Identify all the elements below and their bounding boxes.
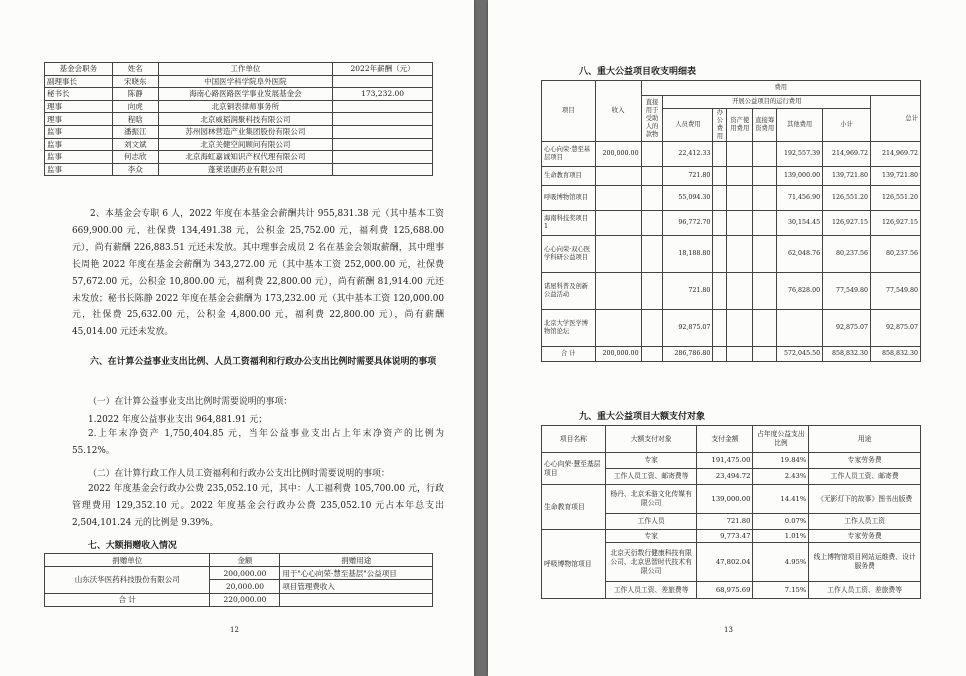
project-cell: 呼吸博物馆项目 <box>542 530 606 599</box>
header-cell: 人员费用 <box>663 109 713 142</box>
total-label: 合 计 <box>45 593 210 606</box>
cell: 80,237.56 <box>871 236 921 273</box>
cell: 蓬莱诺康药业有限公司 <box>158 163 332 176</box>
table-row <box>542 273 921 310</box>
cell <box>753 142 777 167</box>
header-cell: 大额支付对象 <box>605 426 697 453</box>
cell: 潘振江 <box>112 125 158 138</box>
cell: 李众 <box>112 163 158 176</box>
cell <box>753 310 777 347</box>
cell: 北京天衍数行健康科技有限公司、北京思智时代技术有限公司 <box>605 543 697 582</box>
cell <box>333 113 433 126</box>
cell: 191,475.00 <box>697 453 753 469</box>
cell: 监事 <box>45 151 113 164</box>
section-6-title: 六、在计算公益事业支出比例、人员工资福利和行政办公支出比例时需要具体说明的事项 <box>90 357 437 367</box>
cell <box>641 347 663 362</box>
cell: 4.95% <box>753 543 809 582</box>
cell: 诺屋科普及创新公益活动 <box>542 273 596 310</box>
header-cell: 直接筹资费用 <box>753 109 777 142</box>
cell: 721.80 <box>663 167 713 186</box>
table-row <box>45 125 433 138</box>
table-total-row <box>542 347 921 362</box>
header-cell: 金额 <box>210 554 280 567</box>
table-row <box>45 100 433 113</box>
section-6-item-2: 2.上年末净资产 1,750,404.85 元，当年公益事业支出占上年末净资产的比例为 55.12%。 <box>72 429 444 456</box>
cell: 200,000.00 <box>210 567 280 580</box>
header-cell: 直接用于受助人的款物 <box>641 96 663 142</box>
cell: 海南科技奖项目 1 <box>542 211 596 236</box>
header-cell: 用途 <box>809 426 921 453</box>
cell: 心心向荣·双心医学科研公益项目 <box>542 236 596 273</box>
section-6-item-1: 1.2022 年度公益事业支出 964,881.91 元； <box>88 415 268 425</box>
table-row <box>45 75 433 88</box>
cell <box>595 186 641 211</box>
table-total-row <box>45 593 433 606</box>
cell: 572,045.50 <box>777 347 823 362</box>
cell <box>727 167 753 186</box>
cell: 专家劳务费 <box>809 453 921 469</box>
cell <box>727 310 753 347</box>
cell: 126,927.15 <box>823 211 871 236</box>
project-expense-table <box>541 80 921 362</box>
cell: 工作人员工资、邮寄费 <box>809 469 921 485</box>
cell <box>333 75 433 88</box>
table-row <box>542 186 921 211</box>
cell: 监事 <box>45 125 113 138</box>
table-header-row <box>45 554 433 567</box>
cell <box>333 125 433 138</box>
header-cell: 姓名 <box>112 63 158 76</box>
header-cell: 项目名称 <box>542 426 606 453</box>
cell: 北京海虹嘉诚知识产权代理有限公司 <box>158 151 332 164</box>
cell: 北京关健空间顾问有限公司 <box>158 138 332 151</box>
cell: 理事 <box>45 113 113 126</box>
cell <box>753 186 777 211</box>
cell: 工作人员工资、邮寄费等 <box>605 469 697 485</box>
cell: 22,412.33 <box>663 142 713 167</box>
table-row <box>542 167 921 186</box>
cell: 71,456.90 <box>777 186 823 211</box>
cell: 68,975.69 <box>697 582 753 599</box>
cell <box>641 273 663 310</box>
cell <box>641 186 663 211</box>
cell: 《无影灯下的故事》图书出版费 <box>809 485 921 514</box>
cell: 126,927.15 <box>871 211 921 236</box>
page-number: 12 <box>230 626 239 634</box>
cell: 专家 <box>605 453 697 469</box>
cell <box>333 151 433 164</box>
council-salary-table <box>44 62 433 176</box>
large-payment-table <box>541 425 921 599</box>
cell: 139,721.80 <box>871 167 921 186</box>
header-cell: 支付金额 <box>697 426 753 453</box>
cell <box>595 211 641 236</box>
cell <box>727 142 753 167</box>
cell <box>713 347 727 362</box>
total-label: 合 计 <box>542 347 596 362</box>
cell: 18,188.80 <box>663 236 713 273</box>
section-7-title: 七、大额捐赠收入情况 <box>88 541 177 551</box>
cell: 9,773.47 <box>697 530 753 543</box>
cell: 北京威韬润聚科技有限公司 <box>158 113 332 126</box>
cell: 工作人员 <box>605 514 697 530</box>
cell <box>333 100 433 113</box>
cell: 77,549.80 <box>823 273 871 310</box>
cell: 理事 <box>45 100 113 113</box>
cell: 139,000.00 <box>697 485 753 514</box>
cell: 96,772.70 <box>663 211 713 236</box>
cell <box>727 236 753 273</box>
table-row <box>542 142 921 167</box>
cell: 刘文斌 <box>112 138 158 151</box>
cell: 工作人员工资、差旅费等 <box>809 582 921 599</box>
cell: 30,154.45 <box>777 211 823 236</box>
cell: 呼吸博物馆项目 <box>542 186 596 211</box>
cell: 副理事长 <box>45 75 113 88</box>
cell: 214,969.72 <box>871 142 921 167</box>
header-cell: 费用 <box>641 81 920 96</box>
cell: 北京大学医学博物馆论坛 <box>542 310 596 347</box>
left-page <box>0 0 474 676</box>
staff-salary-paragraph: 2、本基金会专职 6 人，2022 年度在本基金会薪酬共计 955,831.38 元（其中基本工资 669,900.00 元，社保费 134,491.38 元，公积金 25,752.00 元，福利费 125,688.00 元），尚有薪酬 226,883.51 元还未发放。其中理事会成员 2 名在基金会领取薪酬，其中理事长周艳 2022 年度在基金会薪酬为 343,272.00 元（其中基本工资 252,000.00 元，社保费 57,672.00 元，公积金 10,800.00 元，福利费 22,800.00 元），尚有薪酬 81,914.00 元还未发放；秘书长陈静 2022 年度在基金会薪酬为 173,232.00 元（其中基本工资 120,000.00 元，社保费 25,632.00 元，公积金 4,800.00 元，福利费 22,800.00 元），尚有薪酬 45,014.00 元还未发放。 <box>72 209 444 338</box>
header-cell: 小计 <box>823 109 871 142</box>
cell: 47,802.04 <box>697 543 753 582</box>
cell: 721.80 <box>697 514 753 530</box>
cell: 200,000.00 <box>595 142 641 167</box>
section-9-title: 九、重大公益项目大额支付对象 <box>579 412 706 422</box>
cell: 北京铜表律师事务所 <box>158 100 332 113</box>
cell <box>595 236 641 273</box>
cell <box>727 186 753 211</box>
cell <box>713 142 727 167</box>
cell: 工作人员工资、差旅费等 <box>605 582 697 599</box>
cell <box>713 211 727 236</box>
table-row <box>45 567 433 580</box>
header-cell: 总计 <box>871 96 921 142</box>
table-row <box>45 163 433 176</box>
table-row <box>45 113 433 126</box>
table-row <box>542 530 921 543</box>
cell: 线上博物馆项目网站运维费、设计服务费 <box>809 543 921 582</box>
cell: 监事 <box>45 163 113 176</box>
cell: 心心向荣·慧至基层项目 <box>542 142 596 167</box>
header-cell: 开展公益项目的运行费用 <box>663 96 871 109</box>
table-row <box>45 138 433 151</box>
cell <box>333 163 433 176</box>
cell: 用于"心心向荣·慧至基层"公益项目 <box>280 567 433 580</box>
cell: 杨丹、北京禾骆文化传媒有限公司 <box>605 485 697 514</box>
header-cell: 捐赠用途 <box>280 554 433 567</box>
cell: 专家 <box>605 530 697 543</box>
header-cell: 占年度公益支出比例 <box>753 426 809 453</box>
cell <box>333 138 433 151</box>
section-6-sub-1: （一）在计算公益事业支出比例时需要说明的事项： <box>88 397 293 407</box>
table-row <box>542 211 921 236</box>
cell: 76,828.00 <box>777 273 823 310</box>
cell <box>713 167 727 186</box>
cell <box>641 310 663 347</box>
cell: 20,000.00 <box>210 580 280 593</box>
cell: 139,000.00 <box>777 167 823 186</box>
cell: 92,875.07 <box>663 310 713 347</box>
cell <box>280 593 433 606</box>
cell: 126,551.20 <box>823 186 871 211</box>
table-row <box>542 453 921 469</box>
cell: 陈静 <box>112 88 158 101</box>
cell: 7.15% <box>753 582 809 599</box>
cell <box>753 236 777 273</box>
cell <box>641 167 663 186</box>
table-header-row <box>542 81 921 96</box>
cell: 向虎 <box>112 100 158 113</box>
cell: 286,786.80 <box>663 347 713 362</box>
cell: 0.07% <box>753 514 809 530</box>
cell: 214,969.72 <box>823 142 871 167</box>
cell: 秘书长 <box>45 88 113 101</box>
cell: 2.43% <box>753 469 809 485</box>
cell: 1.01% <box>753 530 809 543</box>
cell: 126,551.20 <box>871 186 921 211</box>
cell: 92,875.07 <box>871 310 921 347</box>
section-6-admin-paragraph: 2022 年度基金会行政办公费 235,052.10 元，其中：人工福利费 105,700.00 元，行政管理费用 129,352.10 元。2022 年度基金会行政办公费 235,052.10 元占本年总支出 2,504,101.24 元的比例是 9.39%。 <box>72 484 444 528</box>
cell <box>753 347 777 362</box>
donation-table <box>44 553 433 607</box>
header-cell: 项目 <box>542 81 596 142</box>
cell: 何志欣 <box>112 151 158 164</box>
section-8-title: 八、重大公益项目收支明细表 <box>579 67 697 77</box>
header-cell: 捐赠单位 <box>45 554 210 567</box>
cell: 苏州园林营造产业集团股份有限公司 <box>158 125 332 138</box>
cell: 80,237.56 <box>823 236 871 273</box>
cell <box>713 236 727 273</box>
cell <box>777 310 823 347</box>
table-row <box>542 310 921 347</box>
cell: 173,232.00 <box>333 88 433 101</box>
cell <box>713 310 727 347</box>
header-cell: 收入 <box>595 81 641 142</box>
table-header-row <box>542 426 921 453</box>
cell: 858,832.30 <box>823 347 871 362</box>
cell: 77,549.80 <box>871 273 921 310</box>
cell: 92,875.07 <box>823 310 871 347</box>
cell <box>595 167 641 186</box>
cell: 721.80 <box>663 273 713 310</box>
donor-cell: 山东沃华医药科技股份有限公司 <box>45 567 210 593</box>
section-6-sub-2: （二）在计算行政工作人员工资福利和行政办公支出比例时需要说明的事项： <box>88 469 390 479</box>
table-row <box>542 236 921 273</box>
cell <box>595 310 641 347</box>
cell <box>727 273 753 310</box>
table-row <box>45 88 433 101</box>
header-cell: 其他费用 <box>777 109 823 142</box>
cell <box>727 347 753 362</box>
cell: 139,721.80 <box>823 167 871 186</box>
table-row <box>542 485 921 514</box>
cell: 200,000.00 <box>595 347 641 362</box>
page-number: 13 <box>724 626 733 634</box>
header-cell: 工作单位 <box>158 63 332 76</box>
cell: 专家劳务费 <box>809 530 921 543</box>
cell: 中国医学科学院阜外医院 <box>158 75 332 88</box>
cell <box>641 211 663 236</box>
cell <box>713 186 727 211</box>
cell: 监事 <box>45 138 113 151</box>
table-header-row <box>45 63 433 76</box>
total-value: 220,000.00 <box>210 593 280 606</box>
cell <box>713 273 727 310</box>
table-row <box>45 151 433 164</box>
cell: 工作人员工资 <box>809 514 921 530</box>
cell: 62,048.76 <box>777 236 823 273</box>
header-cell: 资产使用费用 <box>727 109 753 142</box>
project-cell: 生命教育项目 <box>542 485 606 530</box>
cell <box>641 236 663 273</box>
cell <box>595 273 641 310</box>
cell <box>641 142 663 167</box>
cell: 程晗 <box>112 113 158 126</box>
cell: 海南心路医路医学事业发展基金会 <box>158 88 332 101</box>
cell: 192,557.39 <box>777 142 823 167</box>
cell <box>753 211 777 236</box>
cell: 858,832.30 <box>871 347 921 362</box>
cell: 55,094.30 <box>663 186 713 211</box>
cell: 23,494.72 <box>697 469 753 485</box>
cell <box>753 167 777 186</box>
header-cell: 办公费用 <box>713 109 727 142</box>
header-cell: 基金会职务 <box>45 63 113 76</box>
cell: 宋晓东 <box>112 75 158 88</box>
cell <box>727 211 753 236</box>
cell <box>753 273 777 310</box>
cell: 项目管理费收入 <box>280 580 433 593</box>
cell: 生命教育项目 <box>542 167 596 186</box>
project-cell: 心心向荣·慧至基层项目 <box>542 453 606 485</box>
cell: 14.41% <box>753 485 809 514</box>
header-cell: 2022年薪酬（元） <box>333 63 433 76</box>
cell: 19.84% <box>753 453 809 469</box>
